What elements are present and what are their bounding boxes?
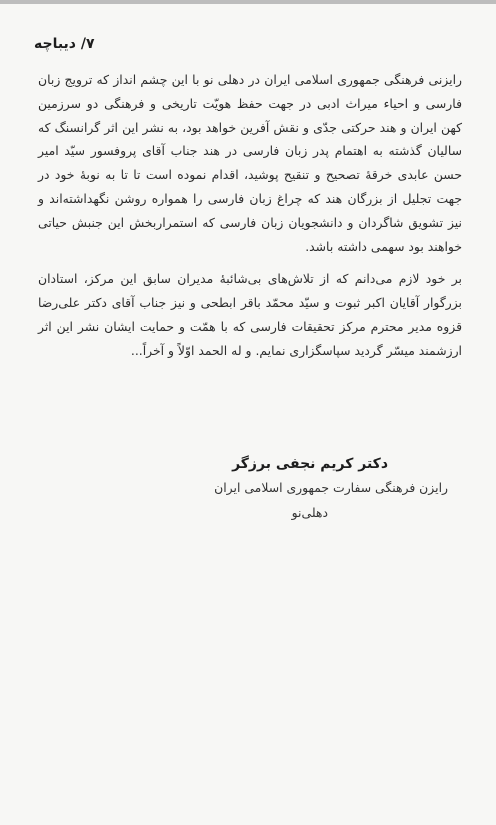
signatory-name: دکتر کریم نجفی برزگر (232, 456, 388, 472)
signatory-title: رایزن فرهنگی سفارت جمهوری اسلامی ایران (214, 480, 448, 495)
paragraph-1: رایزنی فرهنگی جمهوری اسلامی ایران در دهلی نو با این چشم انداز که ترویج زبان فارسی و احیاء میراث ادبی در جهت حفظ هویّت تاریخی و فرهنگی دو سرزمین کهن ایران و هند حرکتی جدّی و نقش آفرین خواهد بود، به نشر این اثر گرانسنگ که سالیان گذشته به اهتمام پدر زبان فارسی در هند جناب آقای پروفسور سیّد امیر حسن عابدی خرقهٔ تصحیح و تنقیح پوشید، اقدام نموده است تا تا به نوبهٔ خود در جهت تجلیل از بزرگان هند که چراغ زبان فارسی را همواره روشن نگهداشته‌اند و نیز تشویق شاگردان و دانشجویان زبان فارسی که استمراربخش این جنبش حیاتی خواهند بود سهمی داشته باشد. (38, 72, 462, 254)
preface-body (38, 68, 462, 363)
signatory-city: دهلی‌نو (291, 505, 328, 520)
signature-block (188, 456, 448, 520)
page-header: ۷/ دیباچه (34, 36, 95, 52)
top-edge-rule (0, 0, 496, 4)
paragraph-2: بر خود لازم می‌دانم که از تلاش‌های بی‌شائبهٔ مدیران سابق این مرکز، استادان بزرگوار آقایان اکبر ثبوت و سیّد محمّد باقر ابطحی و نیز جناب آقای دکتر علی‌رضا قزوه مدیر محترم مرکز تحقیقات فارسی که با همّت و حمایت ایشان نشر این اثر ارزشمند میسّر گردید سپاسگزاری نمایم. و له الحمد اوّلاً و آخراً... (38, 271, 462, 358)
